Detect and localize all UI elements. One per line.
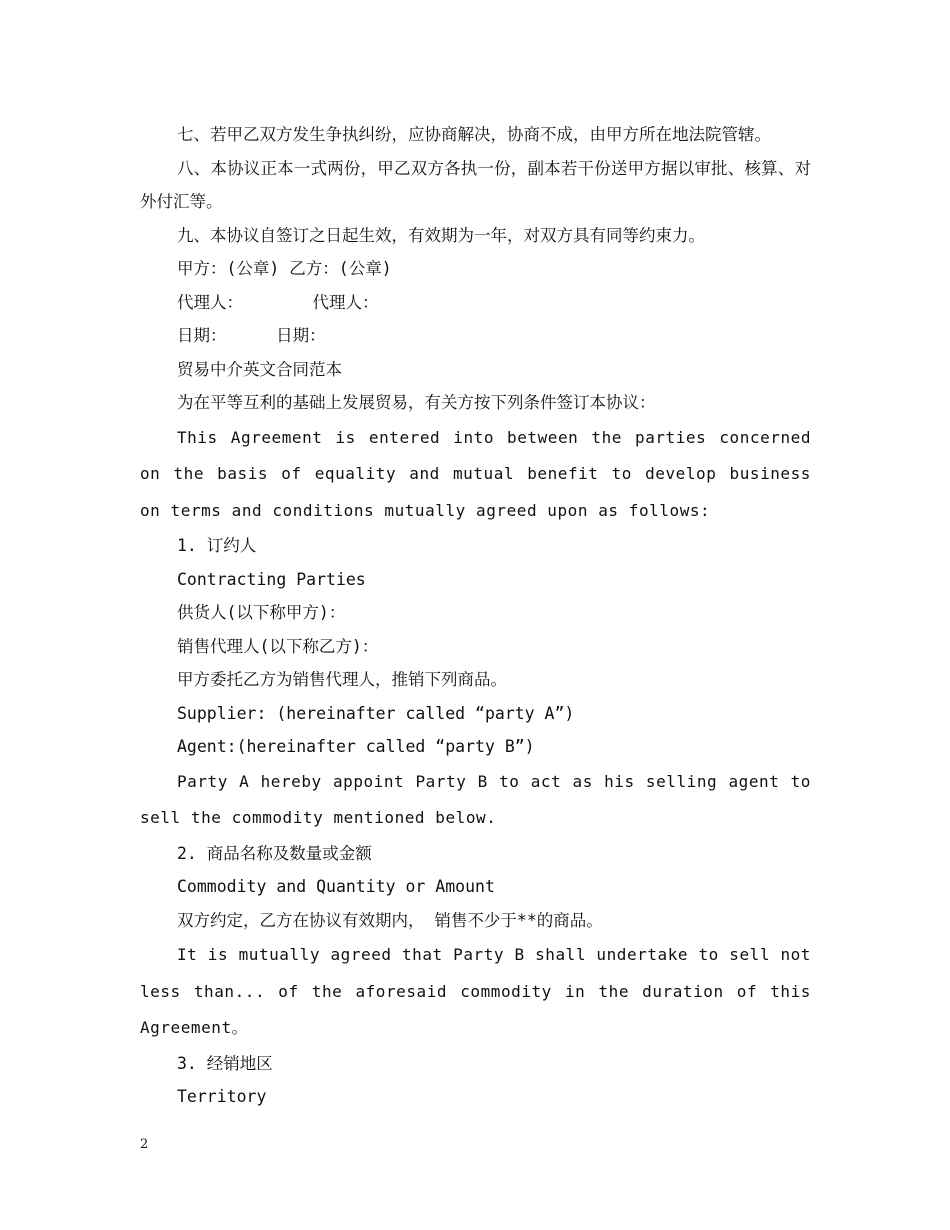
preamble-cn: 为在平等互利的基础上发展贸易，有关方按下列条件签订本协议： [177,393,656,412]
party-seals: 甲方：(公章) 乙方：(公章) [177,259,392,278]
heading-2-cn: 2. 商品名称及数量或金额 [177,843,372,863]
agent-en: Agent:(hereinafter called “party B”) [177,737,535,756]
heading-1-en: Contracting Parties [177,569,366,589]
supplier-en: Supplier: (hereinafter called “party A”) [177,703,575,723]
quantity-cn: 双方约定，乙方在协议有效期内， 销售不少于**的商品。 [177,910,603,930]
heading-1-cn: 1. 订约人 [177,536,257,555]
section-title: 贸易中介英文合同范本 [177,359,342,379]
heading-3-en: Territory [177,1087,267,1106]
clause-8: 八、本协议正本一式两份，甲乙双方各执一份，副本若干份送甲方据以审批、核算、对外付汇等。 [140,158,811,211]
document-page [140,118,822,1114]
appointment-cn: 甲方委托乙方为销售代理人，推销下列商品。 [177,670,507,689]
heading-2-en: Commodity and Quantity or Amount [177,877,495,896]
quantity-en: It is mutually agreed that Party B shall undertake to sell not less than... of the aforesaid commodity in the duration of this Agreement。 [140,945,822,1037]
clause-9: 九、本协议自签订之日起生效，有效期为一年，对双方具有同等约束力。 [177,225,705,245]
supplier-cn: 供货人(以下称甲方)： [177,603,346,622]
heading-3-cn: 3. 经销地区 [177,1053,273,1073]
appointment-en: Party A hereby appoint Party B to act as his selling agent to sell the commodity mentioned below. [140,771,822,827]
clause-7: 七、若甲乙双方发生争执纠纷，应协商解决，协商不成，由甲方所在地法院管辖。 [177,125,771,144]
dates-line: 日期： 日期： [177,326,326,345]
preamble-en: This Agreement is entered into between the parties concerned on the basis of equality and mutual benefit to develop business on terms and conditions mutually agreed upon as follows: [140,427,822,520]
agents-line: 代理人： 代理人： [177,292,379,312]
agent-cn: 销售代理人(以下称乙方)： [177,636,379,656]
page-number: 2 [140,1137,149,1152]
